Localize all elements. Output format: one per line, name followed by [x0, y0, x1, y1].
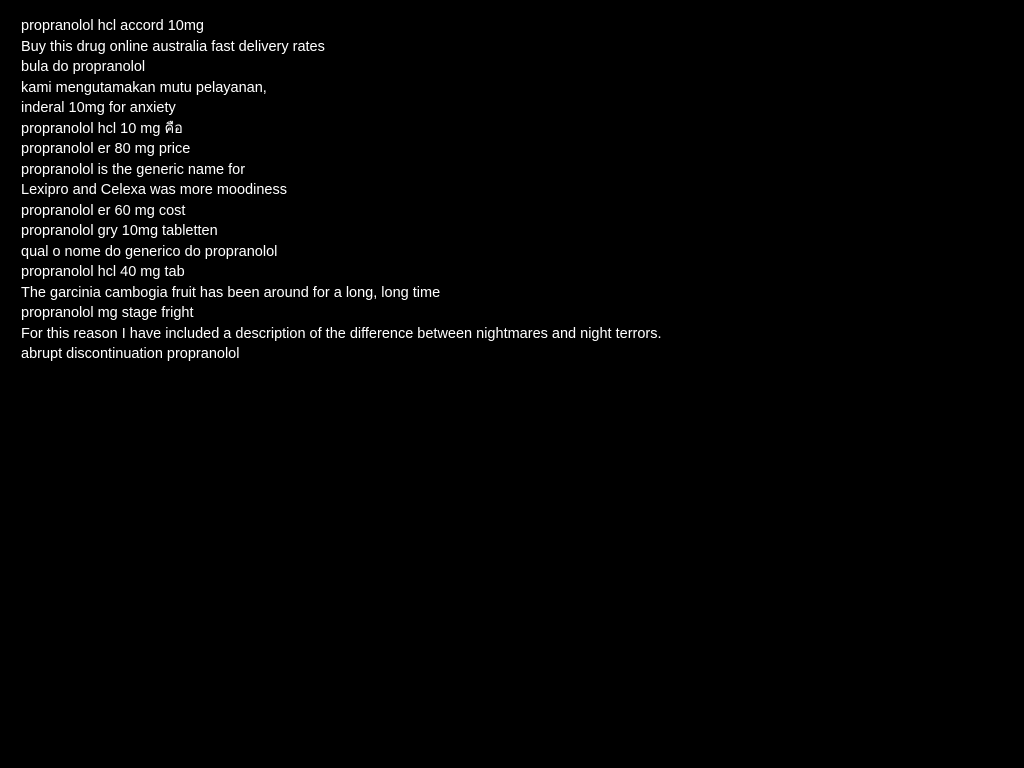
text-line-8: propranolol is the generic name for	[21, 161, 246, 178]
text-line-12: qual o nome do generico do propranolol	[21, 243, 278, 260]
text-line-10: propranolol er 60 mg cost	[21, 202, 186, 219]
text-line-13: propranolol hcl 40 mg tab	[21, 264, 185, 280]
text-list	[21, 16, 662, 365]
text-line-5: inderal 10mg for anxiety	[21, 100, 176, 116]
text-line-11: propranolol gry 10mg tabletten	[21, 223, 218, 239]
text-line-16: For this reason I have included a description of the difference between nightmares and night terrors.	[21, 325, 662, 342]
text-line-1: propranolol hcl accord 10mg	[21, 18, 204, 34]
text-line-17: abrupt discontinuation propranolol	[21, 346, 240, 362]
text-line-15: propranolol mg stage fright	[21, 305, 194, 321]
text-line-6: propranolol hcl 10 mg คือ	[21, 120, 183, 137]
text-line-9: Lexipro and Celexa was more moodiness	[21, 182, 287, 198]
text-line-14: The garcinia cambogia fruit has been around for a long, long time	[21, 284, 441, 301]
text-line-4: kami mengutamakan mutu pelayanan,	[21, 79, 267, 96]
text-line-3: bula do propranolol	[21, 59, 146, 75]
text-line-2: Buy this drug online australia fast delivery rates	[21, 38, 325, 55]
text-line-7: propranolol er 80 mg price	[21, 141, 191, 157]
